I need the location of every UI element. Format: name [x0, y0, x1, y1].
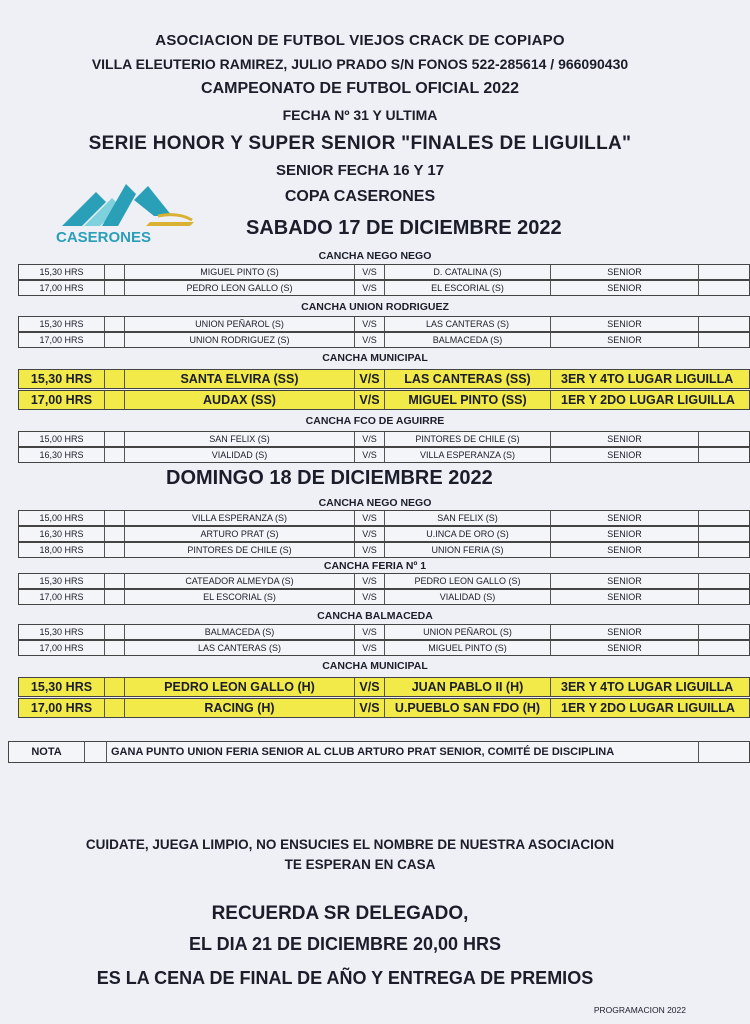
versus-label: V/S: [355, 391, 385, 409]
versus-label: V/S: [355, 317, 385, 331]
spacer-cell: [105, 699, 125, 717]
caserones-logo: [54, 176, 204, 246]
delegate-reminder: RECUERDA SR DELEGADO,: [211, 903, 469, 924]
away-team: D. CATALINA (S): [385, 265, 551, 279]
home-team: BALMACEDA (S): [125, 625, 355, 639]
match-category: 1ER Y 2DO LUGAR LIGUILLA: [561, 701, 735, 715]
match-row: [18, 542, 750, 558]
venue-title: CANCHA FERIA Nº 1: [323, 560, 427, 572]
empty-cell: [699, 265, 750, 279]
away-team: VIALIDAD (S): [385, 590, 551, 604]
match-time: 15,30 HRS: [19, 317, 105, 331]
versus-label: V/S: [355, 699, 385, 717]
match-time: 15,30 HRS: [19, 265, 105, 279]
spacer-cell: [105, 265, 125, 279]
match-time: 17,00 HRS: [19, 641, 105, 655]
away-team: EL ESCORIAL (S): [385, 281, 551, 295]
match-row: [18, 510, 750, 526]
spacer-cell: [105, 317, 125, 331]
away-team: LAS CANTERAS (S): [385, 317, 551, 331]
footer-message: CUIDATE, JUEGA LIMPIO, NO ENSUCIES EL NOMBRE DE NUESTRA ASOCIACION: [85, 837, 615, 852]
versus-label: V/S: [355, 625, 385, 639]
footer-message-2: TE ESPERAN EN CASA: [284, 857, 436, 872]
spacer-cell: [105, 448, 125, 462]
match-time: 17,00 HRS: [19, 699, 105, 717]
empty-cell: [699, 590, 750, 604]
away-team: SAN FELIX (S): [385, 511, 551, 525]
match-row: [18, 624, 750, 640]
association-address: VILLA ELEUTERIO RAMIREZ, JULIO PRADO S/N FONOS 522-285614 / 966090430: [91, 56, 629, 72]
match-row: [18, 316, 750, 332]
match-time: 18,00 HRS: [19, 543, 105, 557]
match-row: [18, 280, 750, 296]
match-row: [18, 640, 750, 656]
away-team: UNION PEÑAROL (S): [385, 625, 551, 639]
home-team: SAN FELIX (S): [125, 432, 355, 446]
day1-title: SABADO 17 DE DICIEMBRE 2022: [246, 217, 562, 239]
venue-title: CANCHA UNION RODRIGUEZ: [301, 301, 449, 313]
empty-cell: [699, 448, 750, 462]
spacer-cell: [105, 574, 125, 588]
away-team: VILLA ESPERANZA (S): [385, 448, 551, 462]
home-team: ARTURO PRAT (S): [125, 527, 355, 541]
away-team: BALMACEDA (S): [385, 333, 551, 347]
spacer-cell: [105, 641, 125, 655]
empty-cell: [699, 574, 750, 588]
match-time: 15,30 HRS: [19, 574, 105, 588]
spacer-cell: [105, 511, 125, 525]
match-category: SENIOR: [551, 641, 699, 655]
venue-title: CANCHA NEGO NEGO: [318, 497, 432, 509]
match-time: 17,00 HRS: [19, 391, 105, 409]
match-category: 3ER Y 4TO LUGAR LIGUILLA: [561, 372, 734, 386]
venue-title: CANCHA FCO DE AGUIRRE: [305, 415, 445, 427]
match-time: 17,00 HRS: [19, 333, 105, 347]
match-category: SENIOR: [551, 317, 699, 331]
match-time: 17,00 HRS: [19, 590, 105, 604]
versus-label: V/S: [355, 281, 385, 295]
spacer-cell: [105, 281, 125, 295]
match-row: [18, 369, 750, 389]
match-category: SENIOR: [551, 574, 699, 588]
match-time: 15,00 HRS: [19, 432, 105, 446]
home-team: SANTA ELVIRA (SS): [125, 370, 355, 388]
match-time: 15,30 HRS: [19, 625, 105, 639]
match-time: 17,00 HRS: [19, 281, 105, 295]
day2-title: DOMINGO 18 DE DICIEMBRE 2022: [166, 467, 493, 489]
nota-label: NOTA: [9, 742, 85, 762]
match-row: [18, 264, 750, 280]
spacer-cell: [105, 333, 125, 347]
match-time: 16,30 HRS: [19, 448, 105, 462]
logo-text: CASERONES: [56, 229, 152, 246]
empty-cell: [699, 317, 750, 331]
venue-title: CANCHA MUNICIPAL: [322, 660, 428, 672]
versus-label: V/S: [355, 511, 385, 525]
home-team: VILLA ESPERANZA (S): [125, 511, 355, 525]
home-team: LAS CANTERAS (S): [125, 641, 355, 655]
dinner-description: ES LA CENA DE FINAL DE AÑO Y ENTREGA DE PREMIOS: [96, 968, 594, 988]
empty-cell: [699, 527, 750, 541]
venue-title: CANCHA BALMACEDA: [317, 610, 433, 622]
home-team: PINTORES DE CHILE (S): [125, 543, 355, 557]
match-time: 15,00 HRS: [19, 511, 105, 525]
versus-label: V/S: [355, 265, 385, 279]
home-team: UNION PEÑAROL (S): [125, 317, 355, 331]
match-time: 15,30 HRS: [19, 370, 105, 388]
match-category: SENIOR: [551, 543, 699, 557]
away-team: UNION FERIA (S): [385, 543, 551, 557]
match-row: [18, 698, 750, 718]
empty-cell: [699, 625, 750, 639]
match-category: SENIOR: [551, 448, 699, 462]
away-team: LAS CANTERAS (SS): [385, 370, 551, 388]
venue-title: CANCHA NEGO NEGO: [318, 250, 432, 262]
spacer-cell: [105, 590, 125, 604]
versus-label: V/S: [355, 370, 385, 388]
programacion-label: PROGRAMACION 2022: [593, 1005, 686, 1015]
empty-cell: [699, 543, 750, 557]
versus-label: V/S: [355, 448, 385, 462]
away-team: JUAN PABLO II (H): [385, 678, 551, 696]
match-category: SENIOR: [551, 333, 699, 347]
versus-label: V/S: [355, 641, 385, 655]
spacer-cell: [105, 527, 125, 541]
match-row: [18, 332, 750, 348]
home-team: RACING (H): [125, 699, 355, 717]
championship-title: CAMPEONATO DE FUTBOL OFICIAL 2022: [201, 80, 519, 97]
spacer-cell: [105, 678, 125, 696]
home-team: PEDRO LEON GALLO (H): [125, 678, 355, 696]
versus-label: V/S: [355, 678, 385, 696]
empty-cell: [699, 333, 750, 347]
nota-text: GANA PUNTO UNION FERIA SENIOR AL CLUB ARTURO PRAT SENIOR, COMITÉ DE DISCIPLINA: [107, 742, 699, 762]
away-team: PEDRO LEON GALLO (S): [385, 574, 551, 588]
match-category: SENIOR: [551, 590, 699, 604]
series-title: SERIE HONOR Y SUPER SENIOR "FINALES DE LIGUILLA": [88, 133, 632, 154]
mountain-icon: [62, 184, 194, 226]
away-team: PINTORES DE CHILE (S): [385, 432, 551, 446]
match-row: [18, 390, 750, 410]
home-team: PEDRO LEON GALLO (S): [125, 281, 355, 295]
match-category: SENIOR: [551, 625, 699, 639]
match-row: [18, 589, 750, 605]
match-row: [18, 677, 750, 697]
match-row: [18, 447, 750, 463]
dinner-date: EL DIA 21 DE DICIEMBRE 20,00 HRS: [188, 934, 502, 954]
spacer-cell: [105, 370, 125, 388]
match-time: 16,30 HRS: [19, 527, 105, 541]
empty-cell: [699, 281, 750, 295]
venue-title: CANCHA MUNICIPAL: [322, 352, 428, 364]
spacer-cell: [105, 432, 125, 446]
senior-round: SENIOR FECHA 16 Y 17: [275, 162, 445, 179]
versus-label: V/S: [355, 527, 385, 541]
association-title: ASOCIACION DE FUTBOL VIEJOS CRACK DE COPIAPO: [155, 32, 565, 49]
match-category: SENIOR: [551, 265, 699, 279]
nota-row: [8, 741, 750, 763]
home-team: VIALIDAD (S): [125, 448, 355, 462]
match-time: 15,30 HRS: [19, 678, 105, 696]
away-team: MIGUEL PINTO (SS): [385, 391, 551, 409]
home-team: MIGUEL PINTO (S): [125, 265, 355, 279]
match-category: SENIOR: [551, 432, 699, 446]
away-team: MIGUEL PINTO (S): [385, 641, 551, 655]
versus-label: V/S: [355, 543, 385, 557]
match-category: 3ER Y 4TO LUGAR LIGUILLA: [561, 680, 734, 694]
away-team: U.INCA DE ORO (S): [385, 527, 551, 541]
cup-title: COPA CASERONES: [284, 188, 436, 205]
round-title: FECHA Nº 31 Y ULTIMA: [282, 107, 438, 123]
match-category: 1ER Y 2DO LUGAR LIGUILLA: [561, 393, 735, 407]
versus-label: V/S: [355, 333, 385, 347]
match-category: SENIOR: [551, 281, 699, 295]
match-row: [18, 573, 750, 589]
match-category: SENIOR: [551, 527, 699, 541]
home-team: CATEADOR ALMEYDA (S): [125, 574, 355, 588]
spacer-cell: [105, 543, 125, 557]
match-category: SENIOR: [551, 511, 699, 525]
match-row: [18, 526, 750, 542]
match-row: [18, 431, 750, 447]
spacer-cell: [105, 391, 125, 409]
away-team: U.PUEBLO SAN FDO (H): [385, 699, 551, 717]
empty-cell: [699, 641, 750, 655]
home-team: EL ESCORIAL (S): [125, 590, 355, 604]
empty-cell: [699, 511, 750, 525]
empty-cell: [699, 432, 750, 446]
home-team: UNION RODRIGUEZ (S): [125, 333, 355, 347]
home-team: AUDAX (SS): [125, 391, 355, 409]
versus-label: V/S: [355, 574, 385, 588]
versus-label: V/S: [355, 432, 385, 446]
versus-label: V/S: [355, 590, 385, 604]
spacer-cell: [105, 625, 125, 639]
